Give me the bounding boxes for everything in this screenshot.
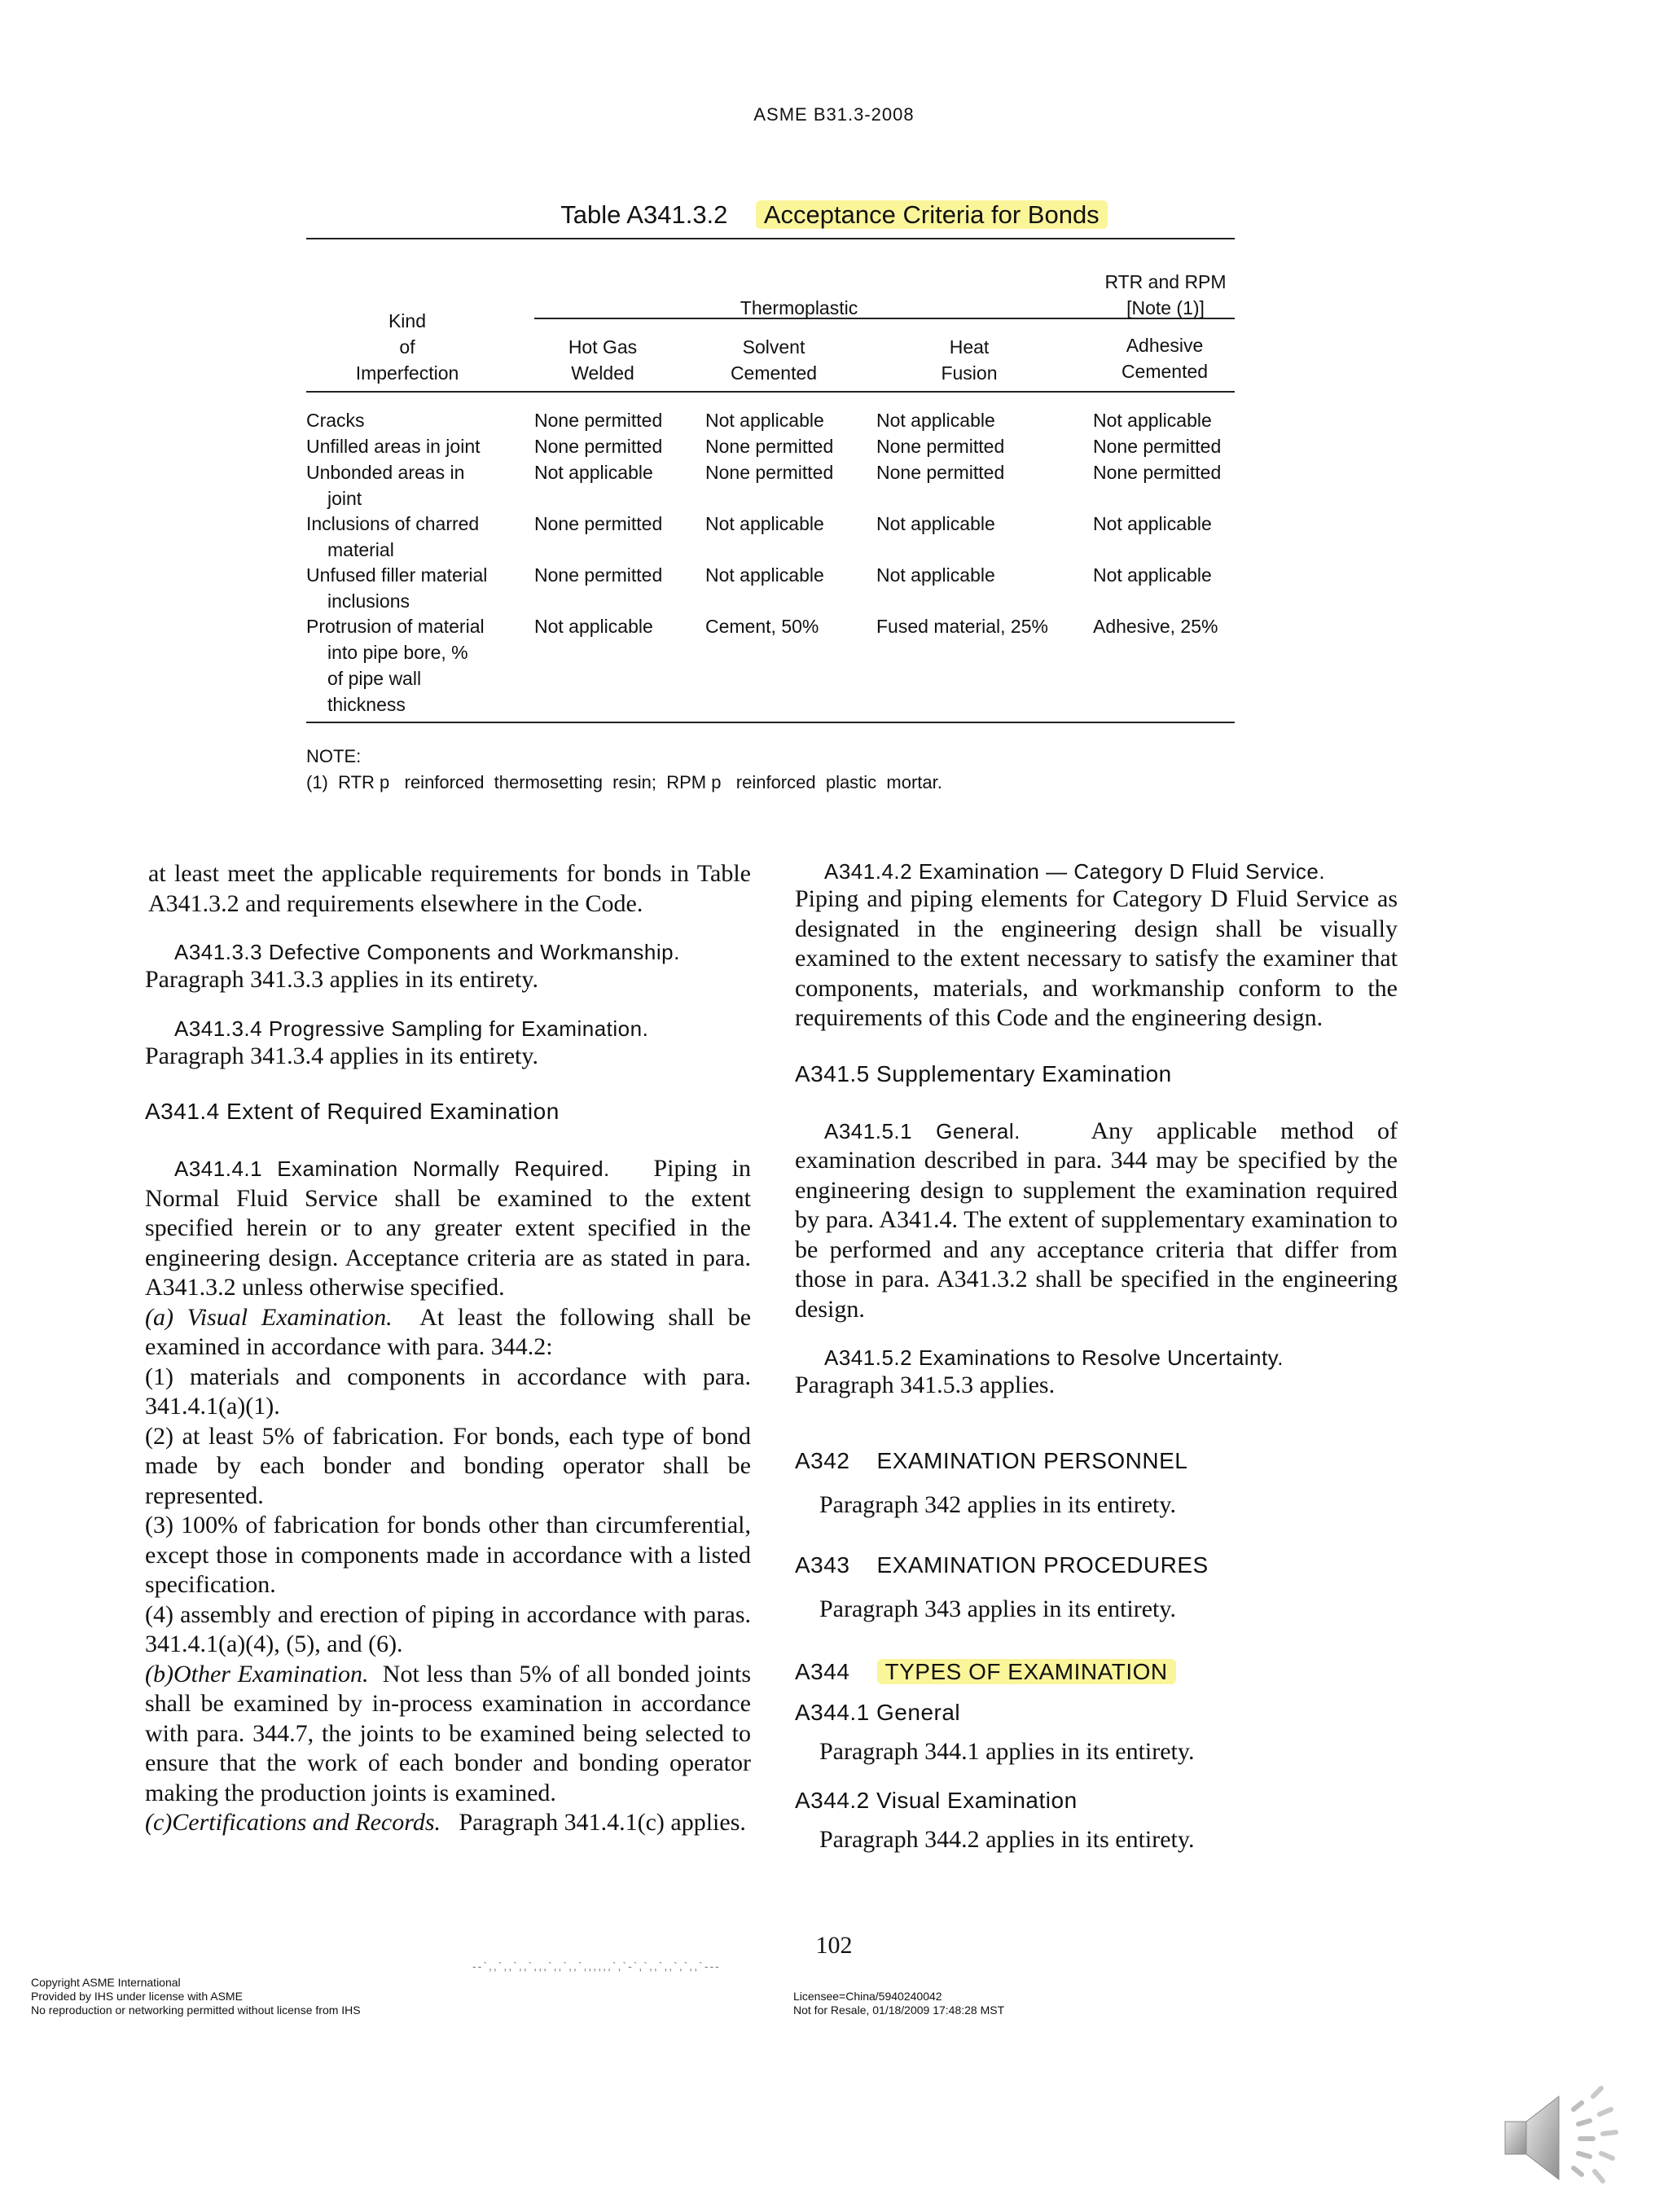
table-note-label: NOTE: bbox=[306, 746, 362, 766]
table-row: Unbonded areas in joint Not applicable None permitted None permitted None permitted bbox=[306, 462, 1222, 509]
paragraph-certifications: (c)Certifications and Records. Paragraph 341.4.1(c) applies. bbox=[145, 1809, 746, 1836]
table-bottom-rule bbox=[306, 722, 1235, 723]
table-row: Unfused filler material inclusions None permitted Not applicable Not applicable Not applicable bbox=[306, 564, 1212, 612]
paragraph-a341-4-2-heading: A341.4.2 Examination — Category D Fluid Service. bbox=[824, 859, 1326, 884]
document-header: ASME B31.3-2008 bbox=[753, 104, 915, 125]
list-item: (1) materials and components in accordance with para. 341.4.1(a)(1). bbox=[145, 1363, 751, 1420]
footer-left: Copyright ASME International Provided by IHS under license with ASME No reproduction or networking permitted without license from IHS bbox=[31, 1976, 361, 2017]
table-row: Protrusion of material into pipe bore, % of pipe wall thickness Not applicable Cement, 50% Fused material, 25% Adhesive, 25% bbox=[306, 616, 1218, 715]
col-header-heat: Heat Fusion bbox=[941, 336, 998, 384]
section-heading-a342: A342 EXAMINATION PERSONNEL bbox=[795, 1447, 1188, 1473]
section-heading-a343: A343 EXAMINATION PROCEDURES bbox=[795, 1552, 1209, 1578]
section-heading-a344: A344 TYPES OF EXAMINATION bbox=[795, 1659, 1398, 1685]
col-header-adhesive: Adhesive Cemented bbox=[1121, 335, 1209, 382]
rtr-label: RTR and RPM bbox=[1104, 271, 1227, 292]
paragraph-a343: Paragraph 343 applies in its entirety. bbox=[819, 1595, 1176, 1622]
section-heading-a344-1: A344.1 General bbox=[795, 1699, 961, 1725]
list-item: (3) 100% of fabrication for bonds other than circumferential, except those in components made in accordance with a listed specification. bbox=[145, 1512, 751, 1598]
paragraph-a344-1: Paragraph 344.1 applies in its entirety. bbox=[819, 1737, 1195, 1765]
col-header-hot-gas: Hot Gas Welded bbox=[568, 336, 638, 384]
section-heading-a341-5: A341.5 Supplementary Examination bbox=[795, 1060, 1172, 1086]
table-note-text: (1) RTR p reinforced thermosetting resin; RPM p reinforced plastic mortar. bbox=[306, 772, 942, 792]
section-heading-a341-4: A341.4 Extent of Required Examination bbox=[145, 1099, 560, 1124]
table-number: Table A341.3.2 bbox=[560, 200, 728, 229]
paragraph-other-examination: (b)Other Examination. Not less than 5% of all bonded joints shall be examined by in-process examination in accordance with para. 344.7, the joints to be examined being selected to ensure that the work of each bonder and bonding operator making the production joints is examined. bbox=[145, 1660, 752, 1806]
paragraph-a341-3-4: A341.3.4 Progressive Sampling for Examination. Paragraph 341.3.4 applies in its entirety. bbox=[145, 1016, 649, 1069]
dotted-marker: --`,,`,,`,,`,,,`,,`,,`,,,,,,`,`-`,`,,`,,`,`,,`--- bbox=[472, 1960, 721, 1973]
group-header-thermoplastic: Thermoplastic bbox=[740, 297, 858, 318]
speaker-icon[interactable] bbox=[1499, 2085, 1621, 2191]
paragraph-a342: Paragraph 342 applies in its entirety. bbox=[819, 1490, 1176, 1518]
paragraph-visual-examination: (a) Visual Examination. At least the following shall be examined in accordance with para. 344.2: bbox=[145, 1303, 752, 1360]
paragraph-continuation: at least meet the applicable requirements for bonds in Table A341.3.2 and requirements elsewhere in the Code. bbox=[148, 860, 751, 917]
paragraph-a344-2: Paragraph 344.2 applies in its entirety. bbox=[819, 1826, 1195, 1853]
footer-right: Licensee=China/5940240042 Not for Resale, 01/18/2009 17:48:28 MST bbox=[793, 1990, 1005, 2017]
page-number: 102 bbox=[815, 1932, 853, 1959]
paragraph-a341-3-3: A341.3.3 Defective Components and Workmanship. Paragraph 341.3.3 applies in its entirety. bbox=[145, 940, 680, 993]
col-header-solvent: Solvent Cemented bbox=[730, 336, 818, 384]
table-row: Inclusions of charred material None permitted Not applicable Not applicable Not applicable bbox=[306, 513, 1212, 560]
col-header-kind: Kind of Imperfection bbox=[355, 310, 459, 384]
list-item: (2) at least 5% of fabrication. For bonds, each type of bond made by each bonder and bonding operator shall be represented. bbox=[145, 1422, 751, 1509]
table-row: Cracks None permitted Not applicable Not applicable Not applicable bbox=[306, 410, 1212, 431]
left-column bbox=[145, 859, 751, 1838]
header-bottom-rule bbox=[306, 391, 1235, 393]
table-caption bbox=[0, 200, 1668, 230]
table-row: Unfilled areas in joint None permitted None permitted None permitted None permitted bbox=[306, 436, 1222, 457]
paragraph-a341-5-1: A341.5.1 General. Any applicable method of examination described in para. 344 may be specified by the engineering design to supplement the examination required by para. A341.4. The extent of supplementary examination to be performed and any acceptance criteria that differ from those in para. A341.3.2 shall be specified in the engineering design. bbox=[795, 1117, 1398, 1323]
table-top-rule bbox=[306, 238, 1235, 239]
rtr-note-label: [Note (1)] bbox=[1126, 297, 1205, 318]
paragraph-a341-5-2: A341.5.2 Examinations to Resolve Uncertainty. Paragraph 341.5.3 applies. bbox=[795, 1345, 1284, 1398]
right-column bbox=[795, 859, 1398, 1855]
group-header-rtr bbox=[1064, 269, 1267, 321]
paragraph-a341-4-1: A341.4.1 Examination Normally Required. Piping in Normal Fluid Service shall be examined to the extent specified herein or to any greater extent specified in the engineering design. Acceptance criteria are as stated in para. A341.3.2 unless otherwise specified. bbox=[145, 1155, 751, 1301]
table-title: Acceptance Criteria for Bonds bbox=[756, 200, 1108, 229]
paragraph-a341-4-2-text: Piping and piping elements for Category D Fluid Service as designated in the engineering design shall be visually examined to the extent necessary to satisfy the examiner that components, materials, and workmanship conform to the requirements of this Code and the engineering design. bbox=[795, 885, 1398, 1031]
list-item: (4) assembly and erection of piping in accordance with paras. 341.4.1(a)(4), (5), and (6). bbox=[145, 1600, 751, 1657]
section-heading-a344-2: A344.2 Visual Examination bbox=[795, 1788, 1078, 1813]
